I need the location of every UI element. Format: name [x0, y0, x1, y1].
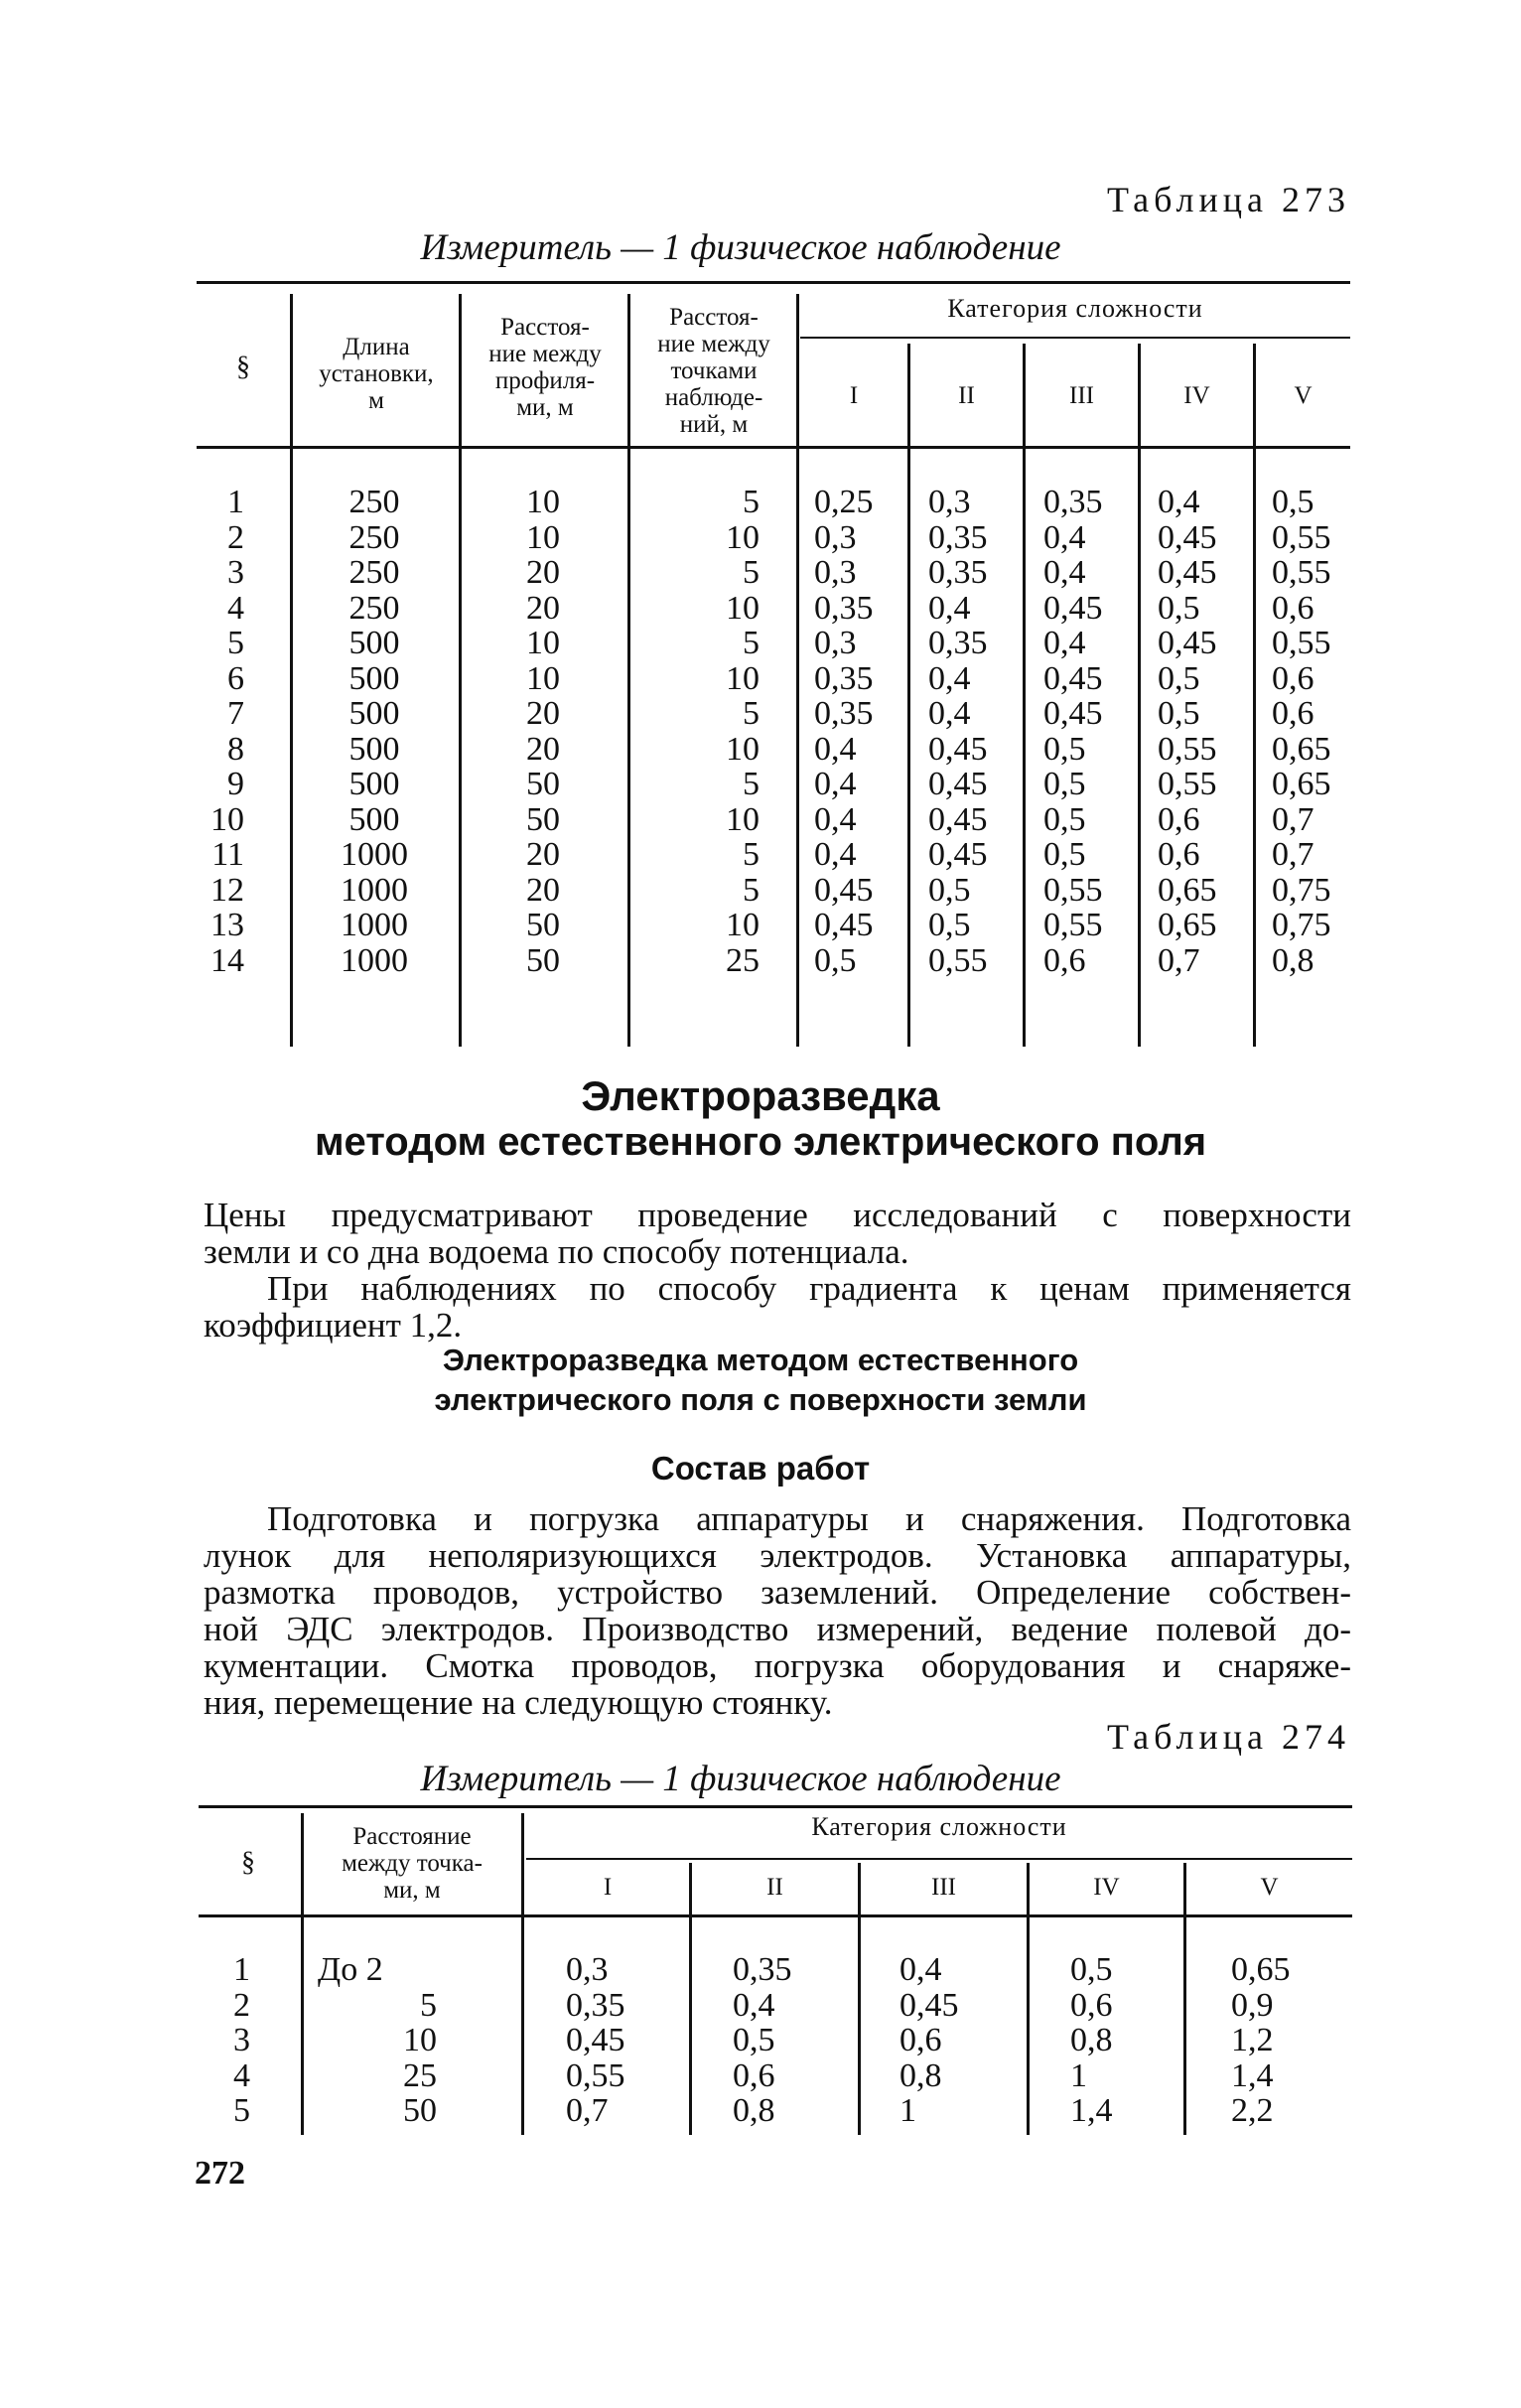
cell-distance: 25 [403, 2056, 437, 2094]
cell-category-2: 0,6 [733, 2056, 775, 2094]
cell-category-1: 0,3 [814, 518, 857, 556]
composition-title: Состав работ [650, 1450, 871, 1487]
cell-category-4: 0,6 [1158, 836, 1200, 873]
cell-length: 1000 [341, 836, 408, 873]
cell-category-4: 0,65 [1158, 871, 1217, 909]
cell-point-distance: 5 [743, 625, 760, 661]
cell-category-4: 0,6 [1158, 800, 1200, 838]
cell-point-distance: 5 [743, 836, 760, 873]
section-title-line1: Электроразведка [581, 1072, 940, 1119]
cell-category-2: 0,8 [733, 2092, 775, 2129]
cell-category-3: 0,45 [1043, 659, 1103, 697]
cell-category-1: 0,45 [814, 907, 874, 943]
cell-category-4: 0,5 [1158, 695, 1200, 732]
subsection-title-line2: электрического поля с поверхности земли [434, 1382, 1087, 1417]
row-number: 4 [227, 589, 244, 627]
paragraph-intro: Цены предусматривают проведение исследований с поверхности земли и со дна водоема по способу потенциала. [204, 1196, 1351, 1271]
table-273-col-rule [627, 294, 630, 1047]
cell-profile-distance: 50 [526, 941, 560, 979]
cell-category-3: 0,45 [899, 1986, 959, 2024]
cell-category-4: 0,45 [1158, 518, 1217, 556]
cell-category-5: 0,6 [1272, 659, 1314, 697]
cell-category-5: 2,2 [1231, 2092, 1274, 2129]
cell-category-1: 0,3 [814, 625, 857, 661]
table-274-col-rule [1027, 1863, 1030, 2135]
cell-category-4: 0,6 [1070, 1986, 1113, 2024]
table-274-header-distance: Расстояние между точка- ми, м [342, 1823, 483, 1904]
cell-distance: 50 [403, 2092, 437, 2129]
cell-category-2: 0,45 [928, 836, 988, 873]
cell-length: 500 [348, 766, 400, 802]
cell-category-5: 0,75 [1272, 871, 1331, 909]
table-273-col-rule [907, 344, 910, 1047]
section-title-line2: методом естественного электрического поля [314, 1120, 1207, 1164]
table-273-header-length: Длина установки, м [319, 334, 434, 414]
row-number: 1 [233, 1951, 250, 1988]
cell-category-2: 0,35 [928, 518, 988, 556]
cell-category-3: 0,6 [899, 2022, 942, 2058]
cell-category-4: 0,65 [1158, 907, 1217, 943]
row-number: 13 [210, 907, 244, 943]
cell-length: 500 [348, 625, 400, 661]
cell-category-2: 0,35 [733, 1951, 792, 1988]
cell-category-5: 0,65 [1272, 730, 1331, 768]
cell-distance: До 2 [318, 1951, 383, 1988]
table-274-header-category: Категория сложности [811, 1812, 1067, 1841]
cell-category-5: 0,65 [1231, 1951, 1291, 1988]
table-274-caption: Таблица 274 [1107, 1717, 1350, 1757]
cell-category-4: 0,5 [1158, 659, 1200, 697]
cell-length: 500 [348, 800, 400, 838]
table-273-col-rule [1023, 344, 1026, 1047]
cell-profile-distance: 50 [526, 800, 560, 838]
cell-length: 500 [348, 659, 400, 697]
table-273-header-cat-ii: II [958, 382, 975, 409]
cell-category-4: 0,55 [1158, 730, 1217, 768]
cell-length: 1000 [341, 941, 408, 979]
cell-category-4: 1 [1070, 2056, 1087, 2094]
cell-point-distance: 10 [726, 907, 760, 943]
cell-length: 500 [348, 695, 400, 732]
cell-length: 1000 [341, 907, 408, 943]
cell-category-3: 0,4 [1043, 554, 1086, 591]
cell-category-2: 0,45 [928, 730, 988, 768]
row-number: 4 [233, 2056, 250, 2094]
cell-category-1: 0,4 [814, 730, 857, 768]
cell-point-distance: 10 [726, 800, 760, 838]
row-number: 6 [227, 659, 244, 697]
table-274-header-cat-iv: IV [1093, 1874, 1120, 1901]
table-273-header-num: § [236, 352, 250, 382]
row-number: 5 [233, 2092, 250, 2129]
cell-category-3: 0,6 [1043, 941, 1086, 979]
row-number: 14 [210, 941, 244, 979]
cell-profile-distance: 20 [526, 695, 560, 732]
table-273-header-cat-iv: IV [1183, 382, 1210, 409]
cell-distance: 5 [420, 1986, 437, 2024]
cell-category-5: 0,75 [1272, 907, 1331, 943]
cell-category-1: 0,35 [566, 1986, 625, 2024]
cell-category-5: 0,7 [1272, 800, 1314, 838]
table-273-top-rule [197, 281, 1350, 284]
table-273-header-cat-iii: III [1069, 382, 1094, 409]
row-number: 7 [227, 695, 244, 732]
table-274-col-rule [1183, 1863, 1186, 2135]
cell-profile-distance: 50 [526, 766, 560, 802]
table-274-col-rule [858, 1863, 861, 2135]
paragraph-composition: Подготовка и погрузка аппаратуры и снаряжения. Подготовка лунок для неполяризующихся электродов. Установка аппаратуры, размотка проводов, устройство заземлений. Определение собствен- ной ЭДС электродов. Производство измерений, ведение полевой до- кументации. Смотка проводов, погрузка оборудования и снаряже- ния, перемещение на следующую стоянку. [204, 1499, 1351, 1722]
cell-point-distance: 25 [726, 941, 760, 979]
row-number: 2 [227, 518, 244, 556]
cell-profile-distance: 20 [526, 836, 560, 873]
cell-category-3: 0,4 [899, 1951, 942, 1988]
table-273-col-rule [796, 294, 799, 1047]
table-274-header-cat-ii: II [766, 1874, 783, 1901]
table-273-unit: Измеритель — 1 физическое наблюдение [420, 227, 1061, 268]
table-274-col-rule [521, 1813, 524, 2135]
cell-category-5: 0,9 [1231, 1986, 1274, 2024]
cell-category-2: 0,3 [928, 484, 971, 520]
cell-category-3: 0,5 [1043, 766, 1086, 802]
row-number: 12 [210, 871, 244, 909]
table-274-category-rule [526, 1858, 1352, 1860]
table-274-header-cat-i: I [603, 1874, 613, 1901]
cell-category-2: 0,5 [928, 871, 971, 909]
cell-length: 250 [348, 554, 400, 591]
table-274-header-cat-iii: III [931, 1874, 956, 1901]
table-274-header-cat-v: V [1260, 1874, 1279, 1901]
table-273-header-profile-distance: Расстоя- ние между профиля- ми, м [488, 314, 602, 421]
cell-category-1: 0,3 [814, 554, 857, 591]
row-number: 3 [233, 2022, 250, 2058]
cell-category-3: 0,55 [1043, 907, 1103, 943]
cell-profile-distance: 50 [526, 907, 560, 943]
table-273-col-rule [1138, 344, 1141, 1047]
cell-category-3: 0,35 [1043, 484, 1103, 520]
cell-point-distance: 10 [726, 589, 760, 627]
cell-profile-distance: 20 [526, 730, 560, 768]
cell-category-2: 0,4 [928, 695, 971, 732]
table-273-header-cat-i: I [849, 382, 859, 409]
cell-point-distance: 5 [743, 766, 760, 802]
cell-category-4: 0,55 [1158, 766, 1217, 802]
cell-length: 250 [348, 589, 400, 627]
cell-point-distance: 5 [743, 695, 760, 732]
row-number: 8 [227, 730, 244, 768]
cell-category-4: 0,5 [1158, 589, 1200, 627]
cell-category-5: 0,55 [1272, 554, 1331, 591]
cell-profile-distance: 20 [526, 871, 560, 909]
cell-category-3: 0,45 [1043, 589, 1103, 627]
cell-length: 250 [348, 518, 400, 556]
cell-category-5: 0,6 [1272, 695, 1314, 732]
cell-category-3: 0,5 [1043, 730, 1086, 768]
cell-profile-distance: 20 [526, 589, 560, 627]
cell-category-2: 0,4 [928, 589, 971, 627]
table-273-header-cat-v: V [1294, 382, 1313, 409]
row-number: 11 [211, 836, 244, 873]
cell-category-3: 0,5 [1043, 836, 1086, 873]
cell-point-distance: 10 [726, 518, 760, 556]
cell-length: 250 [348, 484, 400, 520]
cell-category-5: 0,65 [1272, 766, 1331, 802]
cell-category-1: 0,4 [814, 766, 857, 802]
table-274-unit: Измеритель — 1 физическое наблюдение [420, 1759, 1061, 1799]
table-273-header-point-distance: Расстоя- ние между точками наблюде- ний, м [657, 304, 770, 438]
cell-length: 500 [348, 730, 400, 768]
cell-category-2: 0,4 [733, 1986, 775, 2024]
cell-category-1: 0,35 [814, 589, 874, 627]
cell-point-distance: 5 [743, 484, 760, 520]
cell-category-5: 0,5 [1272, 484, 1314, 520]
cell-point-distance: 10 [726, 659, 760, 697]
cell-category-3: 0,5 [1043, 800, 1086, 838]
cell-category-3: 0,55 [1043, 871, 1103, 909]
table-273-category-rule [800, 337, 1350, 339]
cell-profile-distance: 20 [526, 554, 560, 591]
cell-category-5: 1,2 [1231, 2022, 1274, 2058]
cell-distance: 10 [403, 2022, 437, 2058]
cell-category-1: 0,45 [814, 871, 874, 909]
cell-category-1: 0,35 [814, 695, 874, 732]
cell-category-3: 0,4 [1043, 625, 1086, 661]
page-number: 272 [195, 2155, 245, 2192]
cell-category-4: 0,8 [1070, 2022, 1113, 2058]
cell-length: 1000 [341, 871, 408, 909]
table-274-top-rule [199, 1805, 1352, 1808]
cell-category-4: 0,4 [1158, 484, 1200, 520]
cell-category-1: 0,25 [814, 484, 874, 520]
cell-category-5: 0,8 [1272, 941, 1314, 979]
row-number: 9 [227, 766, 244, 802]
cell-point-distance: 10 [726, 730, 760, 768]
cell-category-3: 0,45 [1043, 695, 1103, 732]
table-274-col-rule [689, 1863, 692, 2135]
cell-category-1: 0,3 [566, 1951, 609, 1988]
cell-category-4: 0,45 [1158, 554, 1217, 591]
cell-category-3: 1 [899, 2092, 916, 2129]
row-number: 2 [233, 1986, 250, 2024]
cell-category-5: 1,4 [1231, 2056, 1274, 2094]
table-273-col-rule [459, 294, 462, 1047]
table-273-header-rule [197, 446, 1350, 449]
cell-category-2: 0,5 [928, 907, 971, 943]
cell-category-2: 0,5 [733, 2022, 775, 2058]
cell-category-4: 0,7 [1158, 941, 1200, 979]
row-number: 10 [210, 800, 244, 838]
cell-category-2: 0,35 [928, 554, 988, 591]
table-273-col-rule [290, 294, 293, 1047]
cell-category-4: 0,5 [1070, 1951, 1113, 1988]
cell-category-2: 0,45 [928, 800, 988, 838]
cell-category-5: 0,55 [1272, 518, 1331, 556]
table-274-header-rule [199, 1914, 1352, 1917]
cell-category-5: 0,55 [1272, 625, 1331, 661]
cell-category-2: 0,45 [928, 766, 988, 802]
cell-profile-distance: 10 [526, 659, 560, 697]
cell-profile-distance: 10 [526, 484, 560, 520]
paragraph-gradient: При наблюдениях по способу градиента к ценам применяется коэффициент 1,2. [204, 1269, 1351, 1345]
row-number: 5 [227, 625, 244, 661]
cell-category-1: 0,4 [814, 836, 857, 873]
table-273-col-rule [1253, 344, 1256, 1047]
cell-category-4: 0,45 [1158, 625, 1217, 661]
table-273-caption: Таблица 273 [1107, 180, 1350, 219]
cell-point-distance: 5 [743, 871, 760, 909]
table-273-header-category: Категория сложности [947, 294, 1203, 323]
cell-category-3: 0,8 [899, 2056, 942, 2094]
cell-category-1: 0,35 [814, 659, 874, 697]
cell-category-1: 0,4 [814, 800, 857, 838]
cell-profile-distance: 10 [526, 518, 560, 556]
cell-category-2: 0,55 [928, 941, 988, 979]
cell-category-1: 0,45 [566, 2022, 625, 2058]
cell-category-4: 1,4 [1070, 2092, 1113, 2129]
cell-category-1: 0,55 [566, 2056, 625, 2094]
cell-category-2: 0,4 [928, 659, 971, 697]
row-number: 3 [227, 554, 244, 591]
cell-category-1: 0,5 [814, 941, 857, 979]
cell-category-2: 0,35 [928, 625, 988, 661]
cell-category-5: 0,7 [1272, 836, 1314, 873]
row-number: 1 [227, 484, 244, 520]
cell-profile-distance: 10 [526, 625, 560, 661]
cell-point-distance: 5 [743, 554, 760, 591]
subsection-title-line1: Электроразведка методом естественного [442, 1343, 1079, 1377]
cell-category-3: 0,4 [1043, 518, 1086, 556]
cell-category-1: 0,7 [566, 2092, 609, 2129]
cell-category-5: 0,6 [1272, 589, 1314, 627]
table-274-header-num: § [241, 1847, 255, 1878]
